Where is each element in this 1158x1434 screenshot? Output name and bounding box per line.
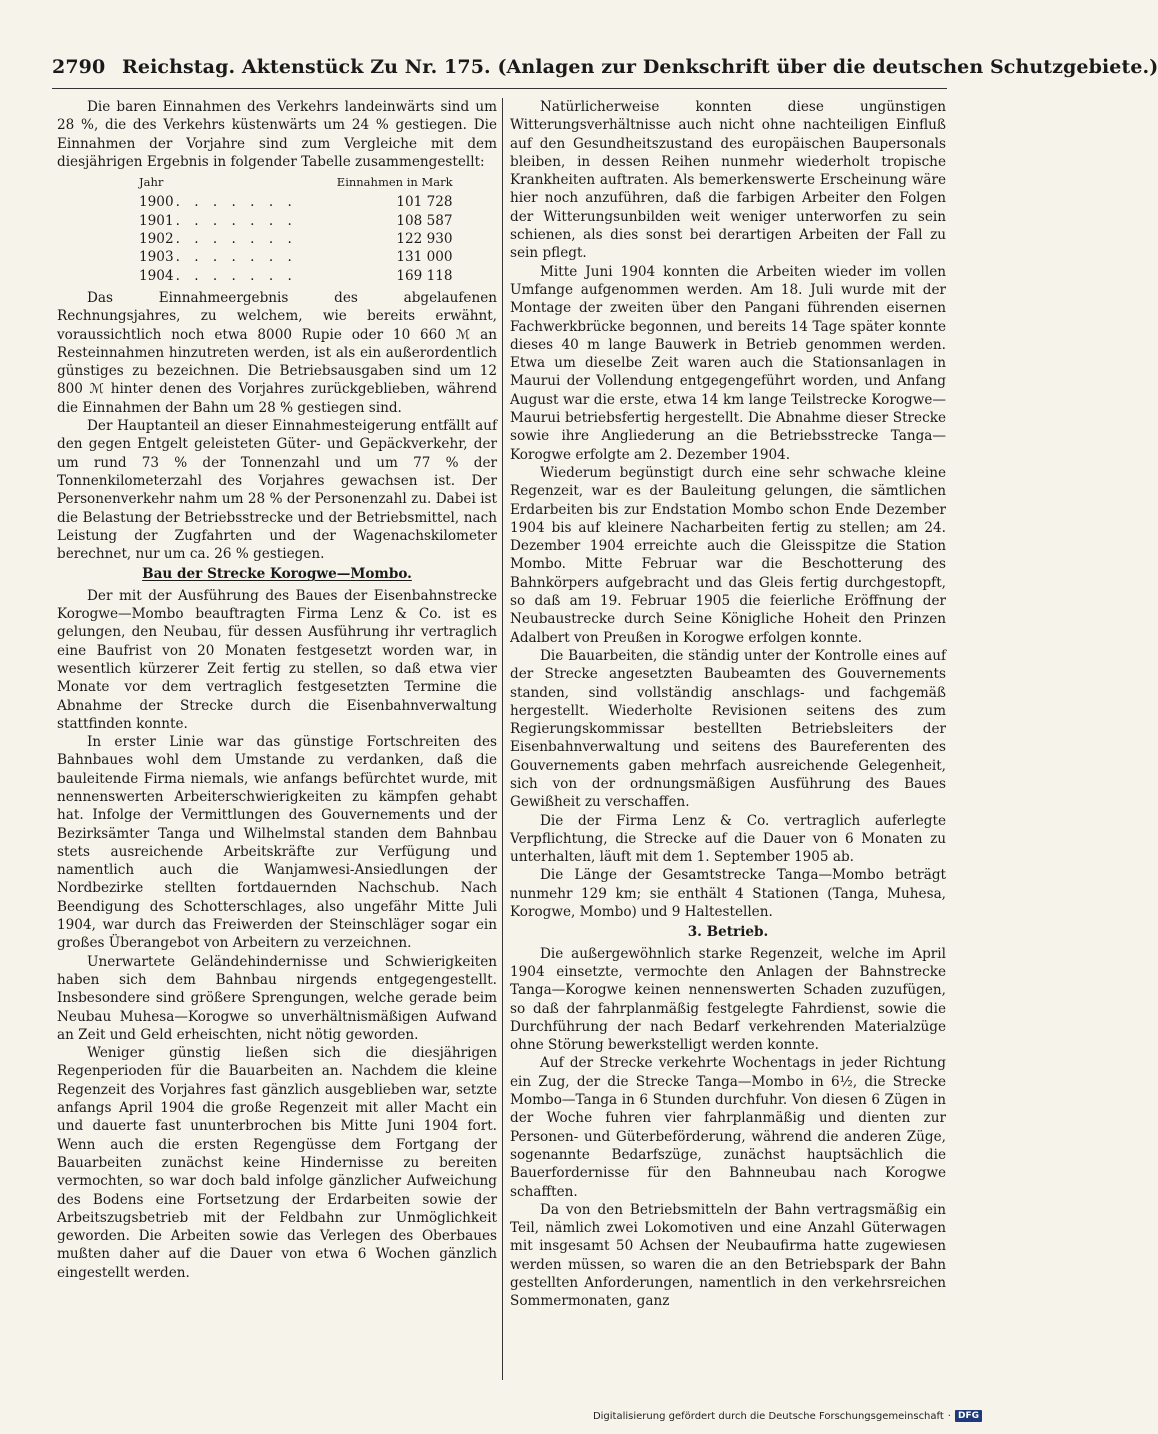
paragraph: Die außergewöhnlich starke Regenzeit, welche im April 1904 einsetzte, vermochte den Anlagen der Bahnstrecke Tanga—Korogwe keinen nennenswerten Schaden zuzufügen, so daß der fahrplanmäßig festgelegte Fahrdienst, sowie die Durchführung der nach Bedarf verkehrenden Materialzüge ohne Störung bewerkstelligt werden konnte. [510, 945, 946, 1054]
left-column [57, 98, 497, 1282]
year-cell: 1900 [139, 194, 174, 211]
paragraph: Die Länge der Gesamtstrecke Tanga—Mombo beträgt nunmehr 129 km; sie enthält 4 Stationen (Tanga, Muhesa, Korogwe, Mombo) und 9 Haltestellen. [510, 867, 946, 921]
right-column [510, 98, 946, 1311]
table-row [139, 230, 453, 248]
paragraph: Der mit der Ausführung des Baues der Eisenbahnstrecke Korogwe—Mombo beauftragten Firma Lenz & Co. ist es gelungen, den Neubau, für dessen Ausführung ihr vertraglich eine Baufrist von 20 Monaten festgesetzt worden war, in wesentlich kürzerer Zeit fertig zu stellen, so daß etwa vier Monate vor dem vertraglich festgesetzten Termine die Abnahme der Strecke durch die Eisenbahnverwaltung stattfinden konnte. [57, 587, 497, 732]
separator-dot: · [947, 1410, 951, 1422]
paragraph: Natürlicherweise konnten diese ungünstigen Witterungsverhältnisse auch nicht ohne nachteiligen Einfluß auf den Gesundheitszustand des europäischen Baupersonals bleiben, in dessen Reihen nunmehr wiederholt tropische Krankheiten auftraten. Als bemerkenswerte Erscheinung wäre hier noch anzuführen, daß die farbigen Arbeiter den Folgen der Witterungsunbilden weit weniger unterworfen zu sein schienen, als dies sonst bei derartigen Arbeiten der Fall zu sein pflegt. [510, 99, 946, 262]
table-row [139, 193, 453, 211]
income-table [139, 173, 453, 285]
paragraph: Weniger günstig ließen sich die diesjährigen Regenperioden für die Bauarbeiten an. Nachdem die kleine Regenzeit des Vorjahres fast gänzlich ausgeblieben war, setzte anfangs April 1904 die große Regenzeit mit aller Macht ein und dauerte fast ununterbrochen bis Mitte Juni 1904 fort. Wenn auch die ersten Regengüsse dem Fortgang der Bauarbeiten zunächst keine Hindernisse zu bereiten vermochten, so war doch bald infolge gänzlicher Aufweichung des Bodens eine Fortsetzung der Erdarbeiten sowie der Arbeitszugsbetrieb mit der Feldbahn zur Unmöglichkeit geworden. Die Arbeiten sowie das Verlegen des Oberbaues mußten daher auf die Dauer von etwa 6 Wochen gänzlich eingestellt werden. [57, 1045, 497, 1281]
running-title: Reichstag. Aktenstück Zu Nr. 175. (Anlagen zur Denkschrift über die deutschen Schutzgebiete.) [122, 56, 1158, 78]
paragraph: In erster Linie war das günstige Fortschreiten des Bahnbaues wohl dem Umstande zu verdanken, daß die bauleitende Firma niemals, wie anfangs befürchtet wurde, mit nennenswerten Arbeiterschwierigkeiten zu kämpfen gehabt hat. Infolge der Vermittlungen des Gouvernements und der Bezirksämter Tanga und Wilhelmstal standen dem Bahnbau stets ausreichende Arbeitskräfte zur Verfügung und namentlich auch die Wanjamwesi-Ansiedlungen der Nordbezirke stellten fortdauernden Nachschub. Nach Beendigung des Schotterschlages, also ungefähr Mitte Juli 1904, war durch das Freiwerden der Steinschläger sogar ein großes Überangebot von Arbeitern zu verzeichnen. [57, 734, 497, 952]
table-row [139, 248, 453, 266]
paragraph: Da von den Betriebsmitteln der Bahn vertragsmäßig ein Teil, nämlich zwei Lokomotiven und eine Anzahl Güterwagen mit insgesamt 50 Achsen der Neubaufirma hatte zugewiesen werden müssen, so waren die an den Betriebspark der Bahn gestellten Anforderungen, namentlich in den verkehrsreichen Sommermonaten, ganz [510, 1201, 946, 1310]
year-column-header: Jahr [139, 175, 164, 190]
amount-cell: 169 118 [396, 267, 453, 284]
leader-dots: . . . . . . . [175, 212, 297, 229]
paragraph: Wiederum begünstigt durch eine sehr schwache kleine Regenzeit, war es der Bauleitung gelungen, die sämtlichen Erdarbeiten bis zur Endstation Mombo schon Ende Dezember 1904 bis auf kleinere Nacharbeiten fertig zu stellen; am 24. Dezember 1904 erreichte auch die Gleisspitze die Station Mombo. Mitte Februar war die Beschotterung des Bahnkörpers aufgebracht und das Gleis fertig durchgestopft, so daß am 19. Februar 1905 die feierliche Eröffnung der Neubaustrecke durch Seine Königliche Hoheit den Prinzen Adalbert von Preußen in Korogwe erfolgen konnte. [510, 464, 946, 646]
page-number: 2790 [52, 56, 106, 78]
year-cell: 1901 [139, 212, 174, 229]
year-cell: 1903 [139, 249, 174, 266]
table-row [139, 267, 453, 285]
amount-cell: 131 000 [396, 249, 453, 266]
leader-dots: . . . . . . . [175, 231, 297, 248]
column-divider [502, 98, 503, 1380]
paragraph: Auf der Strecke verkehrte Wochentags in jeder Richtung ein Zug, der die Strecke Tanga—Mombo in 6½, die Strecke Mombo—Tanga in 6 Stunden durchfuhr. Von diesen 6 Zügen in der Woche fuhren vier fahrplanmäßig und dienten zur Personen- und Güterbeförderung, während die anderen Züge, sogenannte Bedarfszüge, zunächst hauptsächlich die Bauerfordernisse für den Bahnneubau nach Korogwe schafften. [510, 1055, 946, 1200]
amount-cell: 122 930 [396, 231, 453, 248]
footer-credit: Digitalisierung gefördert durch die Deutsche Forschungsgemeinschaft [592, 1410, 944, 1422]
leader-dots: . . . . . . . [175, 267, 297, 284]
table-row [139, 212, 453, 230]
header-rule [52, 88, 947, 89]
paragraph: Die Bauarbeiten, die ständig unter der Kontrolle eines auf der Strecke angesetzten Baubeamten des Gouvernements standen, sind vollständig anschlags- und fachgemäß hergestellt. Wiederholte Revisionen seitens des zum Regierungskommissar bestellten Betriebsleiters der Eisenbahnverwaltung und seitens des Baureferenten des Gouvernements gaben mehrfach ausreichende Gelegenheit, sich von der ordnungsmäßigen Ausführung des Baues Gewißheit zu verschaffen. [510, 647, 946, 811]
year-cell: 1902 [139, 231, 174, 248]
paragraph: Die baren Einnahmen des Verkehrs landeinwärts sind um 28 %, die des Verkehrs küstenwärts um 24 % gestiegen. Die Einnahmen der Vorjahre sind zum Vergleiche mit dem diesjährigen Ergebnis in folgender Tabelle zusammengestellt: [57, 99, 497, 170]
paragraph: Das Einnahmeergebnis des abgelaufenen Rechnungsjahres, zu welchem, wie bereits erwähnt, voraussichtlich noch etwa 8000 Rupie oder 10 660 ℳ an Resteinnahmen hinzutreten werden, ist als ein außerordentlich günstiges zu bezeichnen. Die Betriebsausgaben sind um 12 800 ℳ hinter denen des Vorjahres zurückgeblieben, während die Einnahmen der Bahn um 28 % gestiegen sind. [57, 289, 497, 416]
leader-dots: . . . . . . . [175, 249, 297, 266]
year-cell: 1904 [139, 267, 174, 284]
section-heading: 3. Betrieb. [687, 924, 769, 941]
paragraph: Der Hauptanteil an dieser Einnahmesteigerung entfällt auf den gegen Entgelt geleisteten Güter- und Gepäckverkehr, der um rund 73 % der Tonnenzahl und um 77 % der Tonnenkilometerzahl des Vorjahres gewachsen ist. Der Personenverkehr nahm um 28 % der Personenzahl zu. Dabei ist die Belastung der Betriebsstrecke und der Betriebsmittel, nach Leistung der Zugfahrten und der Wagenachskilometer berechnet, nur um ca. 26 % gestiegen. [57, 418, 497, 563]
amount-column-header: Einnahmen in Mark [336, 175, 453, 190]
digitization-footer [593, 1410, 982, 1422]
amount-cell: 108 587 [396, 212, 453, 229]
paragraph: Mitte Juni 1904 konnten die Arbeiten wieder im vollen Umfange aufgenommen werden. Am 18. Juli wurde mit der Montage der zweiten über den Pangani führenden eisernen Fachwerkbrücke begonnen, und bereits 14 Tage später konnte dieses 40 m lange Bauwerk in Betrieb genommen werden. Etwa um dieselbe Zeit waren auch die Stationsanlagen in Maurui der Vollendung entgegengeführt worden, und Anfang August war die erste, etwa 14 km lange Teilstrecke Korogwe—Maurui betriebsfertig hergestellt. Die Abnahme dieser Strecke sowie ihre Angliederung an die Betriebsstrecke Tanga—Korogwe erfolgte am 2. Dezember 1904. [510, 263, 946, 463]
paragraph: Die der Firma Lenz & Co. vertraglich auferlegte Verpflichtung, die Strecke auf die Dauer von 6 Monaten zu unterhalten, läuft mit dem 1. September 1905 ab. [510, 812, 946, 866]
amount-cell: 101 728 [396, 194, 453, 211]
dfg-logo: DFG [955, 1410, 982, 1422]
page-header [52, 56, 1158, 78]
leader-dots: . . . . . . . [175, 194, 297, 211]
paragraph: Unerwartete Geländehindernisse und Schwierigkeiten haben sich dem Bahnbau nirgends entgegengestellt. Insbesondere sind größere Sprengungen, welche gerade beim Neubau Muhesa—Korogwe so unverhältnismäßigen Aufwand an Zeit und Geld erheischten, nicht nötig geworden. [57, 953, 497, 1043]
section-heading: Bau der Strecke Korogwe—Mombo. [142, 566, 412, 583]
